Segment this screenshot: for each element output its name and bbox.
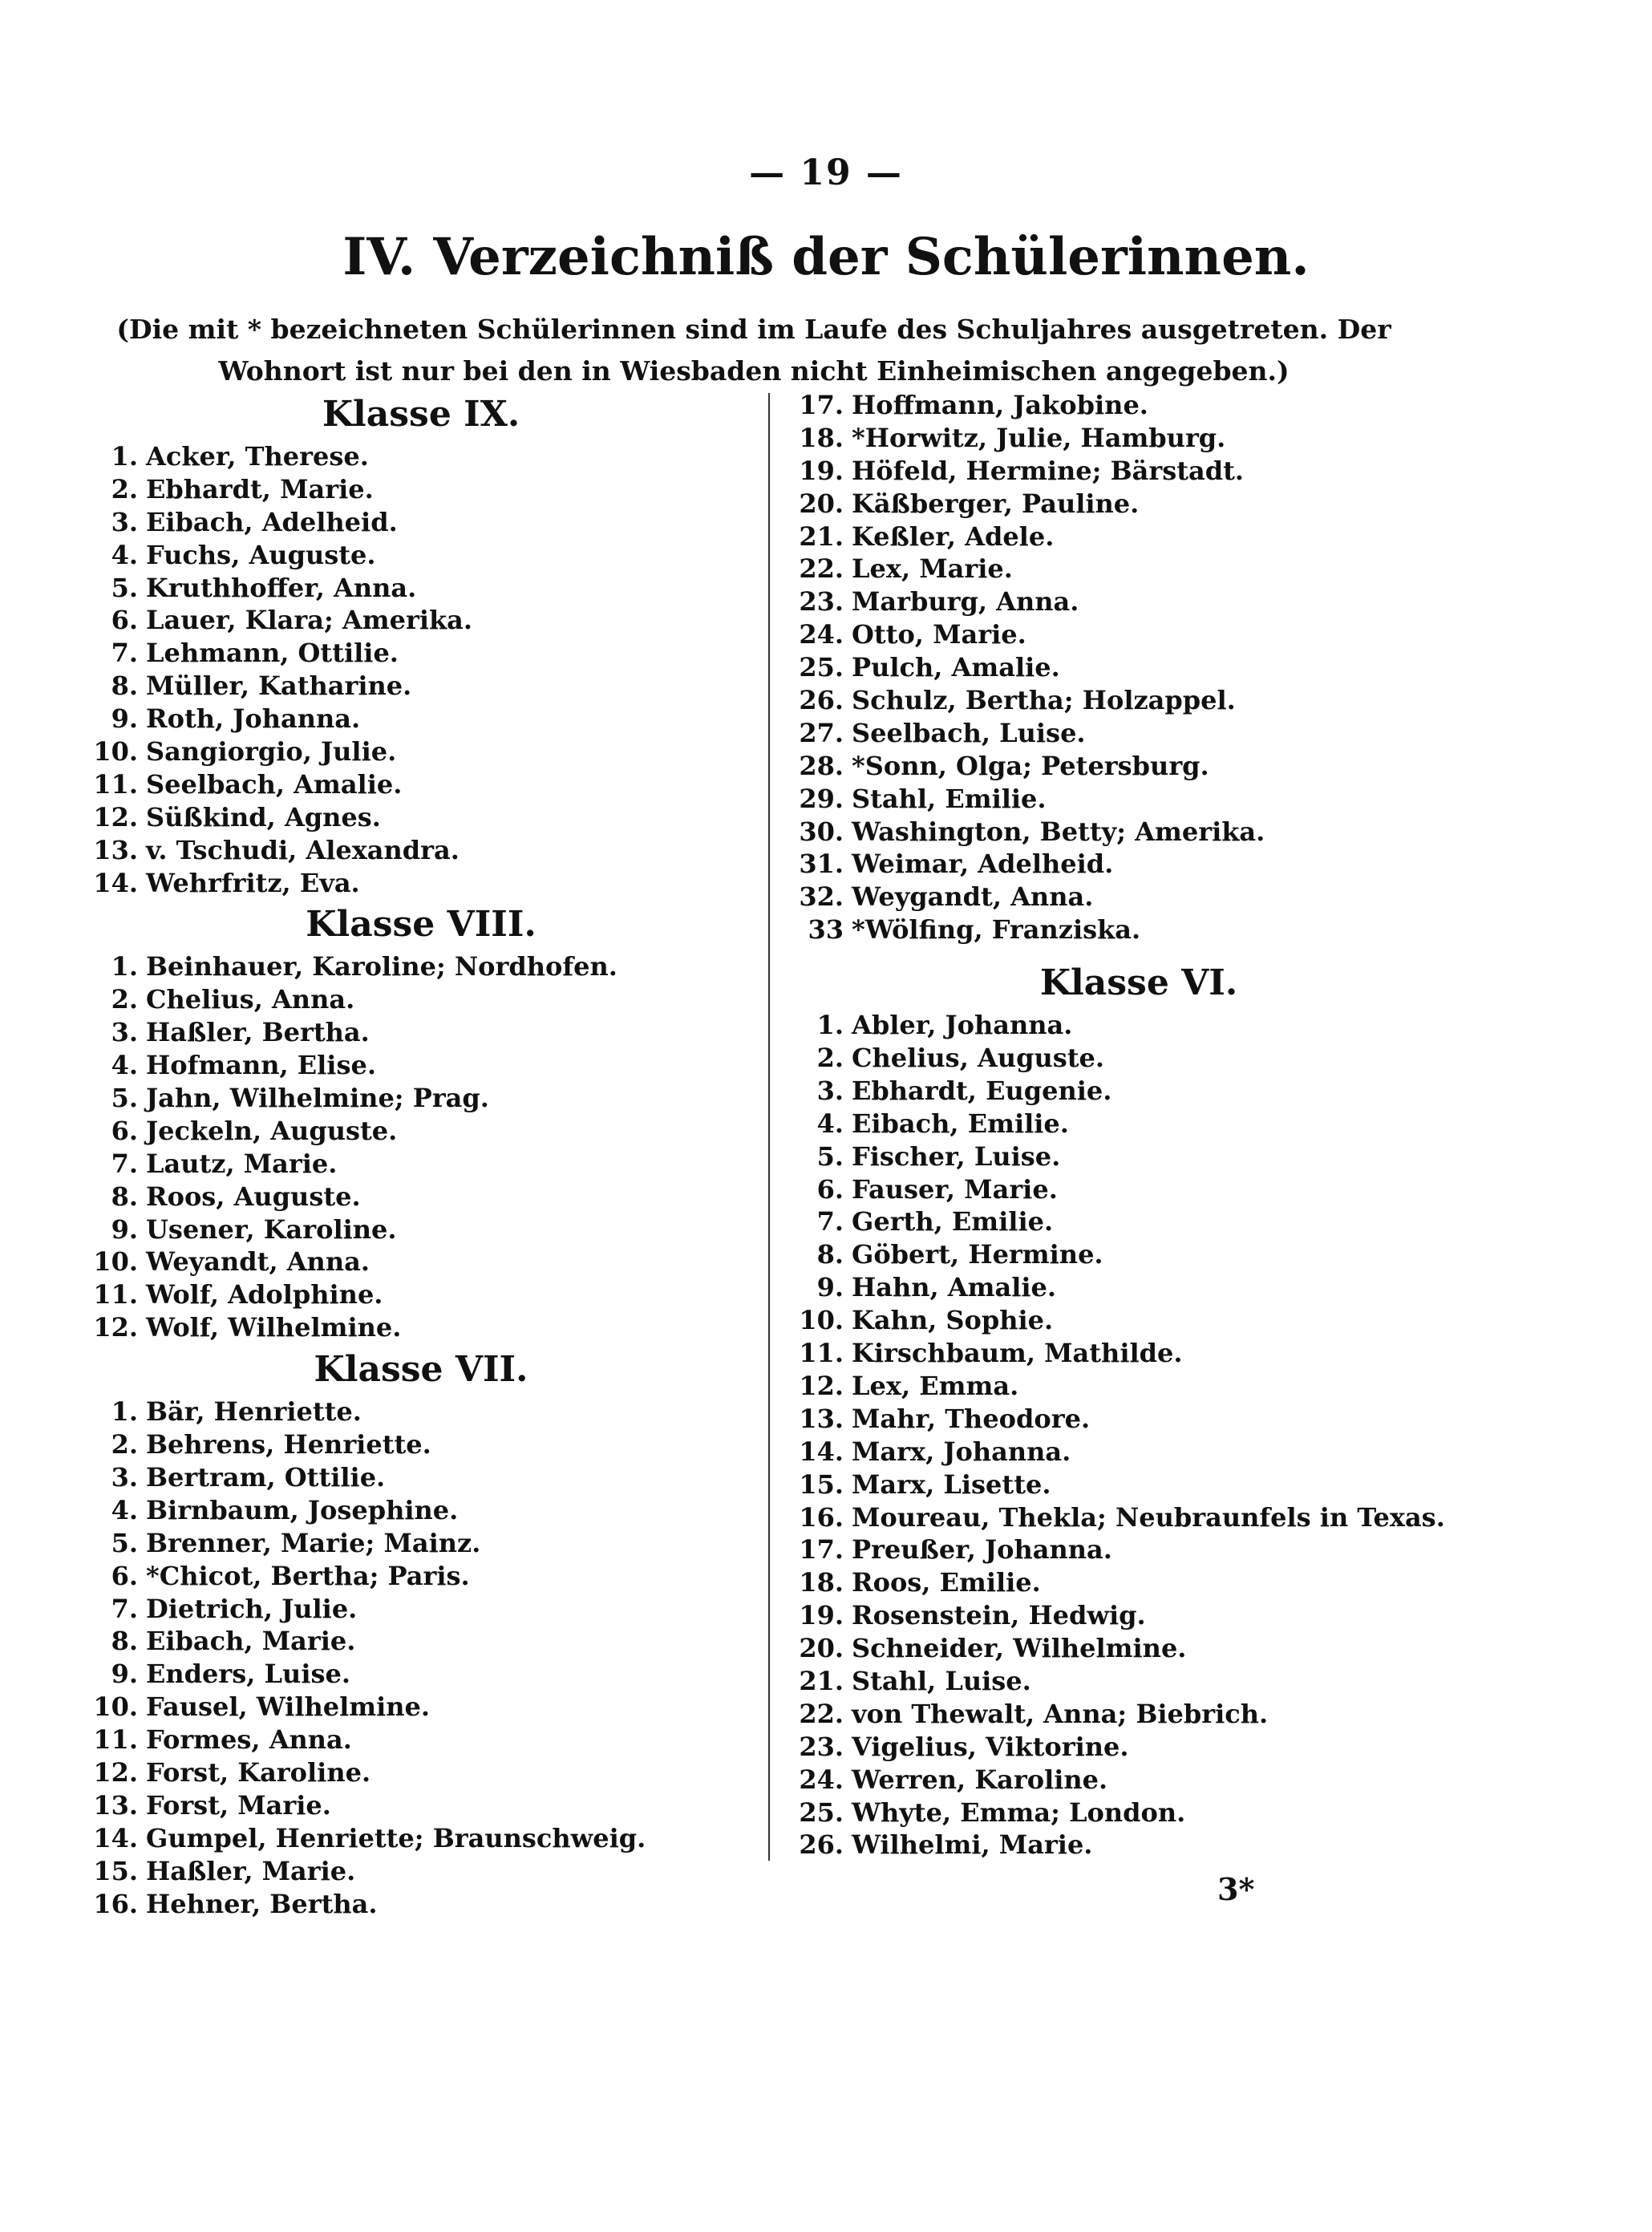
entry-name: Göbert, Hermine. <box>852 1239 1103 1270</box>
entry-name: Stahl, Emilie. <box>852 783 1047 814</box>
entry-name: Wolf, Adolphine. <box>146 1279 383 1310</box>
entry-number: 16. <box>799 1501 844 1533</box>
entry-number: 30. <box>799 816 844 847</box>
entry-name: Müller, Katharine. <box>146 670 412 702</box>
list-item <box>88 670 754 703</box>
entry-number: 8. <box>111 670 138 702</box>
list-item <box>88 1278 754 1311</box>
entry-number: 12. <box>93 1756 138 1788</box>
list-item <box>88 572 754 605</box>
list-item <box>794 521 1484 553</box>
list-item <box>794 455 1484 488</box>
entry-name: von Thewalt, Anna; Biebrich. <box>852 1698 1269 1729</box>
entry-number: 28. <box>799 750 844 781</box>
list-item <box>794 1436 1484 1468</box>
entry-name: Fauser, Marie. <box>852 1173 1058 1205</box>
entry-number: 1. <box>816 1010 844 1041</box>
entry-number: 10. <box>93 1691 138 1723</box>
list-item <box>88 539 754 572</box>
list-item <box>794 1468 1484 1501</box>
list-item <box>88 1789 754 1822</box>
entry-number: 20. <box>799 488 844 519</box>
entry-name: Acker, Therese. <box>146 441 369 472</box>
entry-number: 4. <box>816 1108 844 1139</box>
entry-number: 8. <box>111 1626 138 1657</box>
entry-name: Seelbach, Amalie. <box>146 768 403 800</box>
entry-number: 12. <box>799 1370 844 1401</box>
list-item <box>794 1238 1484 1271</box>
entry-name: Fischer, Luise. <box>852 1140 1061 1172</box>
list-item <box>794 783 1484 816</box>
list-item <box>88 768 754 801</box>
entry-name: Hahn, Amalie. <box>852 1272 1057 1303</box>
entry-number: 21. <box>799 521 844 552</box>
entry-number: 26. <box>799 685 844 716</box>
list-item <box>88 1855 754 1888</box>
entry-number: 2. <box>111 1429 138 1460</box>
entry-number: 2. <box>111 984 138 1015</box>
entry-name: Wilhelmi, Marie. <box>852 1829 1093 1861</box>
signature-mark: 3* <box>1217 1871 1255 1907</box>
entry-name: Haßler, Marie. <box>146 1855 356 1886</box>
entry-number: 5. <box>816 1140 844 1172</box>
page-number: — 19 — <box>749 152 903 193</box>
list-item <box>88 506 754 539</box>
entry-number: 13. <box>93 1789 138 1821</box>
entry-number: 25. <box>799 652 844 683</box>
list-item <box>794 816 1484 849</box>
entry-name: Fuchs, Auguste. <box>146 539 376 570</box>
entry-name: Moureau, Thekla; Neubraunfels in Texas. <box>852 1501 1445 1533</box>
list-item <box>88 604 754 637</box>
entry-name: Roos, Auguste. <box>146 1181 361 1212</box>
entry-number: 7. <box>111 1593 138 1624</box>
entry-number: 22. <box>799 553 844 585</box>
entry-number: 9. <box>111 1213 138 1245</box>
entry-number: 26. <box>799 1829 844 1861</box>
entry-number: 3. <box>111 1461 138 1493</box>
entry-name: v. Tschudi, Alexandra. <box>146 834 460 865</box>
list-item <box>88 867 754 900</box>
list-item <box>88 1527 754 1560</box>
list-item <box>88 1724 754 1756</box>
entry-number: 14. <box>93 867 138 898</box>
list-item <box>794 750 1484 783</box>
list-item <box>794 1205 1484 1238</box>
list-item <box>88 1658 754 1691</box>
entry-number: 10. <box>93 1246 138 1278</box>
entry-name: Marburg, Anna. <box>852 586 1079 618</box>
list-item <box>794 1665 1484 1698</box>
entry-name: Eibach, Adelheid. <box>146 506 398 537</box>
entry-name: Chelius, Anna. <box>146 984 355 1015</box>
header-note: (Die mit * bezeichneten Schülerinnen sind im Laufe des Schuljahres ausgetreten. Der Wohnort ist nur bei den in Wiesbaden nicht Einheimischen angegeben.) <box>116 314 1391 387</box>
entry-name: Wehrfritz, Eva. <box>146 867 360 898</box>
entry-name: Haßler, Bertha. <box>146 1017 370 1048</box>
entry-name: Hoffmann, Jakobine. <box>852 390 1148 420</box>
list-item <box>88 1016 754 1049</box>
class-title: Klasse IX. <box>322 394 520 435</box>
list-item <box>794 881 1484 913</box>
entry-name: Käßberger, Pauline. <box>852 488 1140 519</box>
entry-name: Mahr, Theodore. <box>852 1403 1091 1434</box>
list-item <box>794 585 1484 618</box>
list-item <box>88 1494 754 1527</box>
list-item <box>794 389 1484 422</box>
entry-number: 6. <box>111 605 138 636</box>
entry-number: 9. <box>816 1272 844 1303</box>
list-item <box>794 1042 1484 1075</box>
entry-number: 21. <box>799 1665 844 1696</box>
entry-number: 7. <box>111 638 138 669</box>
entry-name: Weimar, Adelheid. <box>852 849 1114 880</box>
entry-name: Chelius, Auguste. <box>852 1043 1104 1074</box>
entry-number: 19. <box>799 455 844 486</box>
entry-number: 15. <box>93 1855 138 1886</box>
entry-number: 9. <box>111 1659 138 1690</box>
entry-name: Ebhardt, Marie. <box>146 473 374 504</box>
entry-number: 14. <box>799 1436 844 1467</box>
entry-number: 10. <box>93 736 138 768</box>
entry-number: 3. <box>816 1075 844 1106</box>
entry-name: Lautz, Marie. <box>146 1148 338 1179</box>
list-item <box>794 1370 1484 1403</box>
entry-name: Höfeld, Hermine; Bärstadt. <box>852 455 1245 486</box>
entry-number: 23. <box>799 586 844 618</box>
entry-name: Hofmann, Elise. <box>146 1050 376 1081</box>
entry-name: *Horwitz, Julie, Hamburg. <box>852 422 1226 453</box>
page-heading: IV. Verzeichniß der Schülerinnen. <box>342 227 1310 287</box>
list-item <box>794 1075 1484 1108</box>
list-item <box>88 1115 754 1148</box>
list-item <box>794 1337 1484 1370</box>
entry-name: Brenner, Marie; Mainz. <box>146 1527 481 1558</box>
entry-number: 29. <box>799 783 844 814</box>
list-item <box>794 1403 1484 1436</box>
list-item <box>88 1148 754 1181</box>
entry-number: 6. <box>111 1560 138 1591</box>
entry-number: 5. <box>111 572 138 603</box>
list-item <box>794 1797 1484 1829</box>
entry-number: 25. <box>799 1797 844 1828</box>
entry-name: Forst, Marie. <box>146 1789 331 1821</box>
list-item <box>794 1566 1484 1599</box>
entry-number: 32. <box>799 881 844 913</box>
list-item <box>794 488 1484 521</box>
entry-name: Kahn, Sophie. <box>852 1305 1054 1336</box>
entry-number: 33 <box>808 914 844 946</box>
list-item <box>88 1593 754 1626</box>
entry-name: Werren, Karoline. <box>852 1764 1108 1795</box>
entry-number: 8. <box>111 1181 138 1212</box>
list-item <box>794 1271 1484 1304</box>
list-item <box>794 553 1484 585</box>
entry-name: Usener, Karoline. <box>146 1213 397 1245</box>
column-divider <box>768 393 770 1861</box>
list-item <box>88 801 754 834</box>
entry-name: Abler, Johanna. <box>852 1010 1073 1041</box>
entry-number: 2. <box>816 1043 844 1074</box>
list-item <box>88 735 754 768</box>
list-item <box>88 1428 754 1461</box>
entry-name: Keßler, Adele. <box>852 521 1055 552</box>
entry-name: *Wölfing, Franziska. <box>852 914 1141 946</box>
list-item <box>88 1396 754 1428</box>
entry-number: 3. <box>111 1017 138 1048</box>
list-item <box>794 1764 1484 1797</box>
entry-number: 8. <box>816 1239 844 1270</box>
list-item <box>794 1698 1484 1731</box>
entry-number: 9. <box>111 703 138 735</box>
entry-number: 18. <box>799 422 844 453</box>
list-item <box>88 1560 754 1593</box>
entry-number: 11. <box>93 1724 138 1756</box>
list-item <box>794 1140 1484 1173</box>
entry-name: Beinhauer, Karoline; Nordhofen. <box>146 951 617 982</box>
entry-name: Süßkind, Agnes. <box>146 801 381 832</box>
class-title: Klasse VII. <box>314 1349 528 1391</box>
list-item <box>88 440 754 473</box>
entry-name: Behrens, Henriette. <box>146 1429 431 1460</box>
entry-number: 11. <box>799 1338 844 1369</box>
entry-name: Sangiorgio, Julie. <box>146 736 397 768</box>
list-item <box>794 1009 1484 1042</box>
entry-number: 6. <box>816 1173 844 1205</box>
entry-name: Lex, Emma. <box>852 1370 1019 1401</box>
entry-name: Otto, Marie. <box>852 619 1026 650</box>
entry-name: Kirschbaum, Mathilde. <box>852 1338 1183 1369</box>
entry-number: 4. <box>111 1050 138 1081</box>
entry-number: 12. <box>93 1312 138 1343</box>
entry-number: 5. <box>111 1083 138 1114</box>
entry-name: Formes, Anna. <box>146 1724 352 1756</box>
entry-number: 13. <box>93 834 138 865</box>
entry-name: Vigelius, Viktorine. <box>852 1731 1129 1762</box>
list-item <box>88 473 754 506</box>
entry-name: Marx, Johanna. <box>852 1436 1071 1467</box>
entry-name: Enders, Luise. <box>146 1659 350 1690</box>
entry-number: 4. <box>111 539 138 570</box>
entry-number: 24. <box>799 619 844 650</box>
entry-name: Gerth, Emilie. <box>852 1206 1054 1238</box>
entry-name: Hehner, Bertha. <box>146 1888 378 1919</box>
list-item <box>88 1181 754 1213</box>
entry-number: 14. <box>93 1822 138 1853</box>
entry-number: 7. <box>111 1148 138 1179</box>
entry-number: 27. <box>799 717 844 748</box>
list-item <box>88 983 754 1016</box>
list-item <box>88 1461 754 1494</box>
entry-name: Lex, Marie. <box>852 553 1013 585</box>
list-item <box>794 1304 1484 1337</box>
entry-number: 11. <box>93 1279 138 1310</box>
entry-number: 22. <box>799 1698 844 1729</box>
entry-name: Dietrich, Julie. <box>146 1593 358 1624</box>
list-item <box>88 1625 754 1658</box>
list-item <box>88 1246 754 1278</box>
list-item <box>88 834 754 867</box>
entry-name: Bär, Henriette. <box>146 1396 362 1428</box>
entry-name: Kruthhoffer, Anna. <box>146 572 417 603</box>
entry-name: Weyandt, Anna. <box>146 1246 370 1278</box>
list-item <box>794 1829 1484 1861</box>
entry-number: 20. <box>799 1633 844 1664</box>
entry-name: Rosenstein, Hedwig. <box>852 1600 1146 1631</box>
entry-number: 2. <box>111 473 138 504</box>
list-item <box>88 950 754 983</box>
class-title: Klasse VI. <box>1039 962 1238 1004</box>
right-column <box>794 389 1484 1861</box>
entry-number: 3. <box>111 506 138 537</box>
entry-number: 1. <box>111 1396 138 1428</box>
entry-name: Preußer, Johanna. <box>852 1534 1112 1566</box>
entry-name: Roth, Johanna. <box>146 703 361 735</box>
list-item <box>88 1691 754 1724</box>
list-item <box>794 1173 1484 1206</box>
entry-number: 19. <box>799 1600 844 1631</box>
list-item <box>88 1213 754 1246</box>
entry-name: Seelbach, Luise. <box>852 717 1086 748</box>
entry-number: 13. <box>799 1403 844 1434</box>
entry-number: 17. <box>799 1534 844 1566</box>
list-item <box>88 1822 754 1855</box>
list-item <box>794 1632 1484 1665</box>
list-item <box>794 1731 1484 1764</box>
entry-name: Fausel, Wilhelmine. <box>146 1691 431 1723</box>
entry-name: Jahn, Wilhelmine; Prag. <box>146 1083 489 1114</box>
list-item <box>794 684 1484 717</box>
entry-number: 24. <box>799 1764 844 1795</box>
entry-name: Lauer, Klara; Amerika. <box>146 605 473 636</box>
entry-number: 1. <box>111 441 138 472</box>
list-item <box>88 1756 754 1789</box>
entry-number: 17. <box>799 390 844 420</box>
entry-name: Whyte, Emma; London. <box>852 1797 1186 1828</box>
list-item <box>794 1533 1484 1566</box>
entry-number: 31. <box>799 849 844 880</box>
list-item <box>88 1888 754 1921</box>
list-item <box>794 1501 1484 1534</box>
list-item <box>88 703 754 735</box>
entry-name: Schulz, Bertha; Holzappel. <box>852 685 1236 716</box>
entry-number: 18. <box>799 1567 844 1598</box>
list-item <box>88 1311 754 1344</box>
entry-name: Ebhardt, Eugenie. <box>852 1075 1112 1106</box>
entry-number: 4. <box>111 1494 138 1525</box>
entry-number: 7. <box>816 1206 844 1238</box>
list-item <box>88 637 754 670</box>
entry-name: Marx, Lisette. <box>852 1468 1051 1500</box>
entry-name: Birnbaum, Josephine. <box>146 1494 459 1525</box>
list-item <box>794 717 1484 750</box>
entry-name: *Chicot, Bertha; Paris. <box>146 1560 470 1591</box>
entry-name: Lehmann, Ottilie. <box>146 638 399 669</box>
spacer <box>794 946 1484 958</box>
list-item <box>794 618 1484 651</box>
list-item <box>794 422 1484 455</box>
list-item <box>794 1108 1484 1140</box>
entry-number: 23. <box>799 1731 844 1762</box>
entry-name: Stahl, Luise. <box>852 1665 1031 1696</box>
class-title: Klasse VIII. <box>306 904 536 946</box>
entry-name: Schneider, Wilhelmine. <box>852 1633 1187 1664</box>
entry-name: Eibach, Marie. <box>146 1626 356 1657</box>
entry-name: Eibach, Emilie. <box>852 1108 1069 1139</box>
list-item <box>794 848 1484 881</box>
entry-number: 16. <box>93 1888 138 1919</box>
entry-number: 1. <box>111 951 138 982</box>
entry-number: 6. <box>111 1115 138 1146</box>
entry-number: 5. <box>111 1527 138 1558</box>
entry-name: Washington, Betty; Amerika. <box>852 816 1265 847</box>
list-item <box>794 913 1484 946</box>
entry-number: 10. <box>799 1305 844 1336</box>
entry-name: Jeckeln, Auguste. <box>146 1115 398 1146</box>
list-item <box>794 1599 1484 1632</box>
left-column <box>88 389 754 1920</box>
entry-name: Gumpel, Henriette; Braunschweig. <box>146 1822 646 1853</box>
entry-name: Weygandt, Anna. <box>852 881 1094 913</box>
entry-number: 12. <box>93 801 138 832</box>
entry-number: 11. <box>93 768 138 800</box>
list-item <box>88 1082 754 1115</box>
entry-number: 15. <box>799 1468 844 1500</box>
list-item <box>88 1049 754 1082</box>
entry-name: Bertram, Ottilie. <box>146 1461 386 1493</box>
entry-name: Forst, Karoline. <box>146 1756 371 1788</box>
entry-name: Pulch, Amalie. <box>852 652 1060 683</box>
list-item <box>794 651 1484 684</box>
entry-name: Wolf, Wilhelmine. <box>146 1312 402 1343</box>
entry-name: Roos, Emilie. <box>852 1567 1041 1598</box>
entry-name: *Sonn, Olga; Petersburg. <box>852 750 1209 781</box>
